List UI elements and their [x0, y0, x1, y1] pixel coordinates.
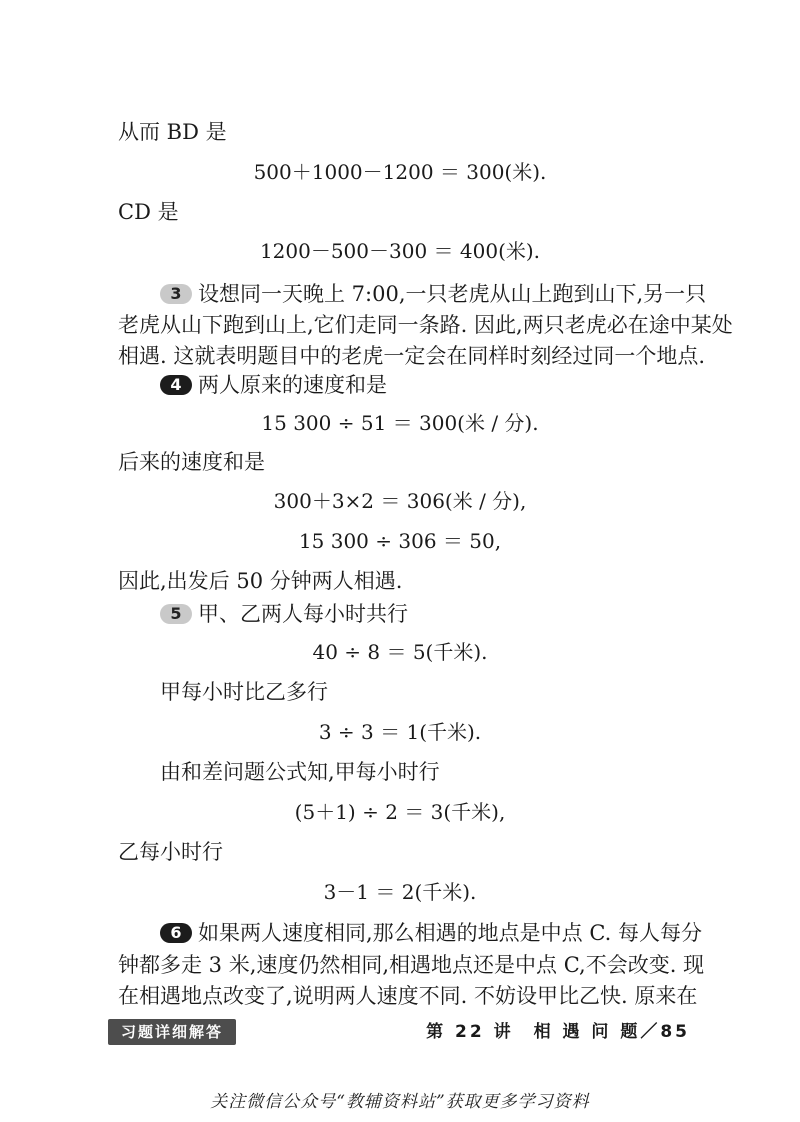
answer-number-badge: 3	[160, 284, 192, 304]
watermark-text: 关注微信公众号“教辅资料站”获取更多学习资料	[210, 1092, 590, 1112]
equation: 3－1 ＝ 2(千米).	[323, 880, 477, 904]
equation: 500＋1000－1200 ＝ 300(米).	[253, 160, 547, 184]
running-footer	[426, 1019, 690, 1045]
text-line: 老虎从山下跑到山上,它们走同一条路. 因此,两只老虎必在途中某处	[118, 313, 733, 337]
equation: 15 300 ÷ 306 ＝ 50,	[298, 529, 502, 553]
equation: 300＋3×2 ＝ 306(米 / 分),	[273, 489, 527, 513]
answer-5-line	[160, 599, 408, 629]
text-line: 乙每小时行	[118, 840, 223, 864]
page-number: ／85	[640, 1022, 690, 1042]
text-line: 相遇. 这就表明题目中的老虎一定会在同样时刻经过同一个地点.	[118, 344, 706, 368]
text-line: 甲每小时比乙多行	[160, 680, 328, 704]
answer-number-badge: 5	[160, 604, 192, 624]
chapter-title: 第 22 讲 相 遇 问 题	[426, 1022, 641, 1042]
text-line: 由和差问题公式知,甲每小时行	[160, 760, 440, 784]
text-line: 从而 BD 是	[118, 120, 227, 144]
answer-4-line	[160, 370, 387, 400]
answer-3-line	[160, 279, 706, 309]
equation: 40 ÷ 8 ＝ 5(千米).	[312, 640, 488, 664]
text-line: 后来的速度和是	[118, 450, 265, 474]
answer-number-badge: 4	[160, 375, 192, 395]
text-line: 钟都多走 3 米,速度仍然相同,相遇地点还是中点 C,不会改变. 现	[118, 953, 705, 977]
text-line: 因此,出发后 50 分钟两人相遇.	[118, 569, 403, 593]
answer-text: 甲、乙两人每小时共行	[198, 602, 408, 626]
text-line: CD 是	[118, 200, 179, 224]
answer-text: 设想同一天晚上 7:00,一只老虎从山上跑到山下,另一只	[198, 282, 707, 306]
answer-6-line	[160, 918, 702, 948]
equation: 15 300 ÷ 51 ＝ 300(米 / 分).	[261, 411, 539, 435]
answer-number-badge: 6	[160, 923, 192, 943]
equation: 3 ÷ 3 ＝ 1(千米).	[318, 720, 482, 744]
answer-text: 如果两人速度相同,那么相遇的地点是中点 C. 每人每分	[198, 921, 703, 945]
equation: 1200－500－300 ＝ 400(米).	[259, 239, 541, 263]
answer-text: 两人原来的速度和是	[198, 373, 387, 397]
equation: (5＋1) ÷ 2 ＝ 3(千米),	[294, 800, 506, 824]
text-line: 在相遇地点改变了,说明两人速度不同. 不妨设甲比乙快. 原来在	[118, 984, 698, 1008]
section-tag: 习题详细解答	[108, 1019, 236, 1045]
